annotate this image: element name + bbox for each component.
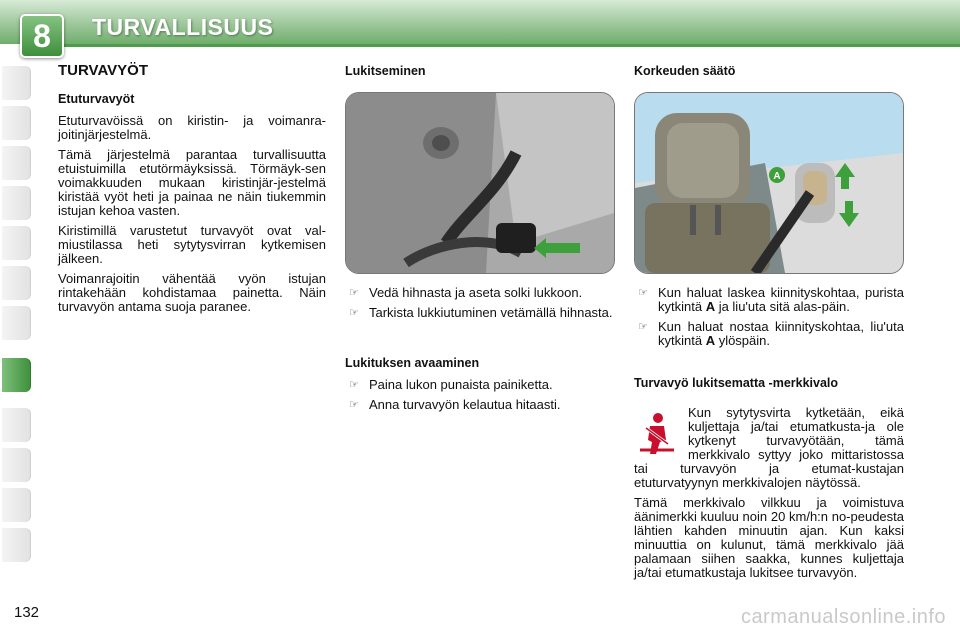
list-item: ☞ Kun haluat laskea kiinnityskohtaa, purista kytkintä A ja liu'uta sitä alas-päin.	[638, 285, 904, 314]
chapter-tabs	[0, 60, 32, 580]
chapter-title: TURVALLISUUS	[92, 14, 274, 40]
header-divider	[60, 44, 960, 47]
pointing-hand-icon: ☞	[349, 379, 359, 391]
list-item: ☞ Vedä hihnasta ja aseta solki lukkoon.	[349, 285, 583, 300]
lock-title: Lukitseminen	[345, 64, 426, 78]
paragraph: Etuturvavöissä on kiristin- ja voimanra-joitinjärjestelmä.	[58, 113, 326, 142]
lock-list	[345, 286, 615, 320]
unlock-title: Lukituksen avaaminen	[345, 356, 480, 370]
chapter-tab-5[interactable]	[2, 226, 31, 260]
watermark: carmanualsonline.info	[740, 606, 946, 628]
pointing-hand-icon: ☞	[349, 287, 359, 299]
pointing-hand-icon: ☞	[349, 307, 359, 319]
paragraph: Kiristimillä varustetut turvavyöt ovat val-miustilassa heti sytytysvirran kytkemisen jälkeen.	[58, 223, 326, 266]
chapter-number-badge: 8	[20, 14, 64, 58]
right-column	[634, 64, 904, 586]
chapter-tab-1[interactable]	[2, 66, 31, 100]
page-number: 132	[14, 604, 40, 621]
chapter-tab-6[interactable]	[2, 266, 31, 300]
height-adjust-photo	[634, 92, 904, 274]
photo-label-a: A	[773, 171, 781, 182]
unlock-list	[345, 378, 615, 412]
chapter-tab-8-active[interactable]	[2, 358, 31, 392]
list-item: ☞ Paina lukon punaista painiketta.	[349, 377, 553, 392]
chapter-tab-4[interactable]	[2, 186, 31, 220]
list-item: ☞ Anna turvavyön kelautua hitaasti.	[349, 397, 561, 412]
list-item: ☞ Kun haluat nostaa kiinnityskohtaa, liu'uta kytkintä A ylöspäin.	[638, 319, 904, 348]
pointing-hand-icon: ☞	[349, 399, 359, 411]
paragraph: Tämä järjestelmä parantaa turvallisuutta etuistuimilla etutörmäyksissä. Törmäyk-sen voimakkuuden mukaan kiristinjär-jestelmä kiristää vyöt heti ja painaa ne näin tiukemmin istujan kehoa vasten.	[58, 147, 326, 218]
paragraph: Tämä merkkivalo vilkkuu ja voimistuva äänimerkki kuuluu noin 20 km/h:n no-peudesta lähtien kahden minuutin ajan. Kun kaksi minuuttia on kulunut, tämä merkkivalo jää palamaan siihen saakka, kunnes kuljettaja ja/tai etumatkustaja lukitsee turvavyön.	[634, 495, 904, 580]
paragraph: Voimanrajoitin vähentää vyön istujan rintakehään kohdistamaa painetta. Näin turvavyön antama suoja paranee.	[58, 271, 326, 314]
list-item: ☞ Tarkista lukkiutuminen vetämällä hihnasta.	[349, 305, 613, 320]
middle-column	[345, 64, 615, 418]
warning-light-title: Turvavyö lukitsematta -merkkivalo	[634, 376, 839, 390]
left-column	[58, 64, 326, 320]
pointing-hand-icon: ☞	[638, 287, 648, 299]
buckle-photo	[345, 92, 615, 274]
paragraph: Kun sytytysvirta kytketään, eikä kuljettaja ja/tai etumatkusta-ja ole kytkenyt turvavyötään, tämä merkkivalo syttyy joko mittaristossa tai turvavyön ja etumat-kustajan etuturvatyynyn merkkivalojen näytössä.	[634, 405, 904, 490]
chapter-tab-7[interactable]	[2, 306, 31, 340]
chapter-tab-12[interactable]	[2, 528, 31, 562]
chapter-tab-2[interactable]	[2, 106, 31, 140]
subsection-title: Etuturvavyöt	[58, 92, 135, 106]
chapter-tab-3[interactable]	[2, 146, 31, 180]
height-adjust-list	[634, 286, 904, 348]
height-adjust-title: Korkeuden säätö	[634, 64, 736, 78]
chapter-tab-9[interactable]	[2, 408, 31, 442]
seatbelt-warning-icon	[634, 410, 680, 458]
pointing-hand-icon: ☞	[638, 321, 648, 333]
chapter-tab-11[interactable]	[2, 488, 31, 522]
chapter-tab-10[interactable]	[2, 448, 31, 482]
section-title: TURVAVYÖT	[58, 62, 149, 79]
